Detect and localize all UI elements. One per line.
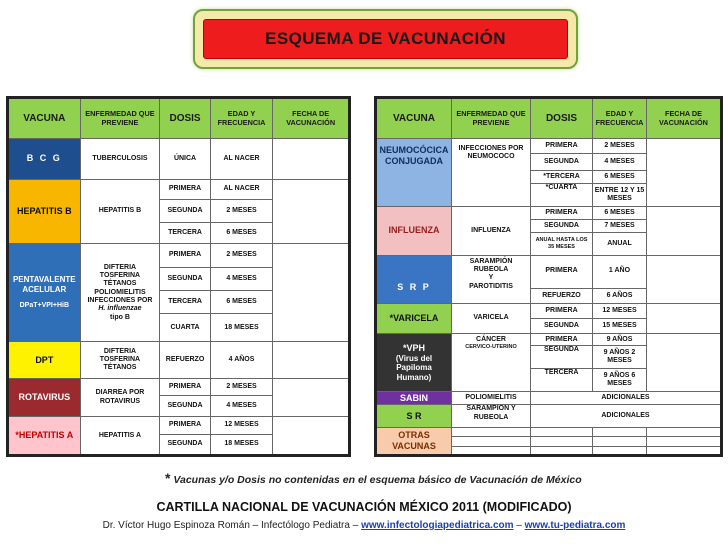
vaccine-name: *VPH — [402, 342, 425, 353]
disease-line: DIFTERIA — [103, 347, 137, 355]
age-cell: 2 MESES — [210, 199, 273, 222]
credit-separator: – — [516, 520, 522, 531]
dose-cell: TERCERA — [160, 290, 210, 313]
header-row — [376, 98, 722, 139]
disease-cell[interactable] — [452, 428, 531, 437]
age-cell[interactable] — [593, 437, 647, 446]
dose-cell: *CUARTA — [531, 184, 593, 207]
dose-cell: PRIMERA — [531, 255, 593, 288]
age-cell: 6 MESES — [593, 171, 647, 184]
link-tu-pediatra[interactable]: www.tu-pediatra.com — [524, 520, 626, 531]
dose-cell: PRIMERA — [531, 207, 593, 219]
disease-cell: VARICELA — [452, 304, 531, 334]
header-row — [8, 98, 350, 139]
title-banner — [193, 9, 578, 69]
table-row — [8, 139, 350, 180]
age-cell: ANUAL — [593, 232, 647, 255]
dose-cell: ADICIONALES — [531, 405, 722, 428]
table-row — [8, 179, 350, 199]
header-vacuna: VACUNA — [376, 98, 452, 139]
dose-cell: ANUAL HASTA LOS 35 MESES — [531, 232, 593, 255]
vaccine-dpt: DPT — [8, 342, 81, 378]
header-fecha: FECHA DE VACUNACIÓN — [273, 98, 350, 139]
dose-cell: PRIMERA — [531, 334, 593, 346]
disease-cell: POLIOMIELITIS — [452, 391, 531, 404]
dose-cell: *TERCERA — [531, 171, 593, 184]
vaccine-varicela: *VARICELA — [376, 304, 452, 334]
age-cell: 4 MESES — [210, 396, 273, 417]
table-row — [8, 378, 350, 395]
date-cell[interactable] — [273, 378, 350, 416]
dose-cell: PRIMERA — [531, 304, 593, 318]
age-cell: 4 AÑOS — [210, 342, 273, 378]
vaccine-neumococica: NEUMOCÓCICA CONJUGADA — [376, 139, 452, 207]
disease-cell: SARAMPIÓN Y RUBEOLA — [452, 405, 531, 428]
header-enfermedad: ENFERMEDAD QUE PREVIENE — [80, 98, 160, 139]
table-row — [8, 417, 350, 434]
dose-cell[interactable] — [531, 428, 593, 437]
disease-cell[interactable] — [452, 437, 531, 446]
date-cell[interactable] — [647, 437, 722, 446]
date-cell[interactable] — [647, 446, 722, 455]
dose-cell: PRIMERA — [160, 244, 210, 267]
disease-line: SARAMPIÓN — [469, 257, 513, 265]
vaccine-name: PENTAVALENTE ACELULAR — [12, 275, 76, 294]
dose-cell[interactable] — [531, 446, 593, 455]
vaccine-subname: DPaT+VPI+HiB — [19, 302, 70, 310]
table-row — [376, 391, 722, 404]
date-cell[interactable] — [647, 139, 722, 207]
vaccine-sabin: SABIN — [376, 391, 452, 404]
footnote-text: Vacunas y/o Dosis no contenidas en el esquema básico de Vacunación de México — [173, 474, 582, 486]
age-cell: 15 MESES — [593, 318, 647, 333]
dose-cell: PRIMERA — [160, 417, 210, 434]
dose-cell: SEGUNDA — [531, 219, 593, 232]
dose-cell: SEGUNDA — [531, 154, 593, 171]
disease-line: PAROTIDITIS — [469, 282, 513, 290]
dose-cell: SEGUNDA — [160, 434, 210, 455]
age-cell: 6 MESES — [593, 207, 647, 219]
vaccine-table-right — [374, 96, 723, 457]
vaccine-influenza: INFLUENZA — [376, 207, 452, 256]
disease-cell: DIARREA POR ROTAVIRUS — [80, 378, 160, 416]
dose-cell: PRIMERA — [160, 378, 210, 395]
disease-cell — [452, 334, 531, 392]
dose-cell: ÚNICA — [160, 139, 210, 180]
disease-line: TÉTANOS — [103, 364, 137, 372]
credit-author: Dr. Víctor Hugo Espinoza Román – Infectólogo Pediatra – — [102, 520, 359, 531]
dose-cell: REFUERZO — [531, 288, 593, 303]
disease-line: Y — [488, 274, 494, 282]
dose-cell[interactable] — [531, 437, 593, 446]
header-vacuna: VACUNA — [8, 98, 81, 139]
dose-cell: SEGUNDA — [160, 396, 210, 417]
date-cell[interactable] — [647, 334, 722, 392]
vaccine-otras: OTRAS VACUNAS — [376, 428, 452, 456]
disease-cell — [80, 342, 160, 378]
disease-line: TOSFERINA — [99, 271, 141, 279]
header-fecha: FECHA DE VACUNACIÓN — [647, 98, 722, 139]
age-cell: 2 MESES — [210, 378, 273, 395]
date-cell[interactable] — [273, 179, 350, 244]
footnote-star: * — [165, 470, 171, 486]
disease-line: RUBEOLA — [473, 266, 509, 274]
disease-line: POLIOMIELITIS — [94, 288, 146, 296]
table-row — [376, 207, 722, 219]
disease-line: TÉTANOS — [103, 280, 137, 288]
vaccine-vph — [376, 334, 452, 392]
vaccine-table-left — [6, 96, 351, 457]
disease-cell: INFLUENZA — [452, 207, 531, 256]
link-infectologiapediatrica[interactable]: www.infectologiapediatrica.com — [361, 520, 514, 531]
disease-line: TOSFERINA — [99, 356, 141, 364]
date-cell[interactable] — [273, 417, 350, 456]
age-cell: 12 MESES — [210, 417, 273, 434]
age-cell: 12 MESES — [593, 304, 647, 318]
credit-line — [0, 520, 728, 531]
dose-cell: TERCERA — [160, 223, 210, 244]
age-cell: 7 MESES — [593, 219, 647, 232]
date-cell[interactable] — [273, 342, 350, 378]
table-row — [8, 342, 350, 378]
date-cell[interactable] — [273, 139, 350, 180]
disease-cell — [80, 244, 160, 342]
dose-cell: CUARTA — [160, 314, 210, 342]
dose-cell: SEGUNDA — [160, 267, 210, 290]
age-cell: 6 AÑOS — [593, 288, 647, 303]
age-cell: 9 AÑOS — [593, 334, 647, 346]
table-row — [8, 244, 350, 267]
footnote — [165, 470, 582, 486]
dose-cell: REFUERZO — [160, 342, 210, 378]
age-cell: AL NACER — [210, 139, 273, 180]
disease-line: INFECCIONES POR — [87, 297, 153, 305]
age-cell[interactable] — [593, 428, 647, 437]
header-enfermedad: ENFERMEDAD QUE PREVIENE — [452, 98, 531, 139]
vaccine-sr: S R — [376, 405, 452, 428]
disease-line: H. influenzae — [98, 305, 142, 313]
vaccine-pentavalente — [8, 244, 81, 342]
age-cell: 2 MESES — [210, 244, 273, 267]
disease-cell: TUBERCULOSIS — [80, 139, 160, 180]
table-row — [376, 405, 722, 428]
dose-cell: ADICIONALES — [531, 391, 722, 404]
dose-cell: TERCERA — [531, 369, 593, 392]
age-cell: 9 AÑOS 2 MESES — [593, 346, 647, 369]
disease-cell: INFECCIONES POR NEUMOCOCO — [452, 139, 531, 207]
table-row — [376, 304, 722, 318]
date-cell[interactable] — [647, 304, 722, 334]
vaccine-bcg: B C G — [8, 139, 81, 180]
table-row — [376, 139, 722, 154]
header-dosis: DOSIS — [531, 98, 593, 139]
age-cell: ENTRE 12 Y 15 MESES — [593, 184, 647, 207]
age-cell: 2 MESES — [593, 139, 647, 154]
disease-cell — [452, 255, 531, 304]
age-cell[interactable] — [593, 446, 647, 455]
vaccine-subname: (Virus del Papiloma Humano) — [395, 353, 433, 382]
date-cell[interactable] — [647, 255, 722, 304]
disease-line: tipo B — [110, 313, 130, 321]
vaccine-hepatitis-a: *HEPATITIS A — [8, 417, 81, 456]
disease-line: CERVICO-UTERINO — [465, 344, 517, 351]
age-cell: 6 MESES — [210, 223, 273, 244]
disease-line: CÁNCER — [476, 336, 506, 344]
age-cell: 9 AÑOS 6 MESES — [593, 369, 647, 392]
page-title: ESQUEMA DE VACUNACIÓN — [203, 19, 568, 59]
age-cell: 18 MESES — [210, 434, 273, 455]
table-row — [376, 428, 722, 437]
date-cell[interactable] — [647, 207, 722, 256]
age-cell: 6 MESES — [210, 290, 273, 313]
date-cell[interactable] — [647, 428, 722, 437]
header-dosis: DOSIS — [160, 98, 210, 139]
table-row — [376, 334, 722, 346]
disease-cell: HEPATITIS A — [80, 417, 160, 456]
header-edad: EDAD Y FRECUENCIA — [210, 98, 273, 139]
age-cell: 4 MESES — [593, 154, 647, 171]
header-edad: EDAD Y FRECUENCIA — [593, 98, 647, 139]
disease-line: DIFTERIA — [103, 263, 137, 271]
dose-cell: PRIMERA — [531, 139, 593, 154]
vaccine-rotavirus: ROTAVIRUS — [8, 378, 81, 416]
dose-cell: SEGUNDA — [160, 199, 210, 222]
age-cell: AL NACER — [210, 179, 273, 199]
table-row — [376, 255, 722, 288]
date-cell[interactable] — [273, 244, 350, 342]
age-cell: 1 AÑO — [593, 255, 647, 288]
age-cell: 18 MESES — [210, 314, 273, 342]
dose-cell: PRIMERA — [160, 179, 210, 199]
disease-cell[interactable] — [452, 446, 531, 455]
age-cell: 4 MESES — [210, 267, 273, 290]
dose-cell: SEGUNDA — [531, 318, 593, 333]
cartilla-title: CARTILLA NACIONAL DE VACUNACIÓN MÉXICO 2011 (MODIFICADO) — [156, 500, 572, 514]
disease-cell: HEPATITIS B — [80, 179, 160, 244]
vaccine-hepatitis-b: HEPATITIS B — [8, 179, 81, 244]
dose-cell: SEGUNDA — [531, 346, 593, 369]
vaccine-srp: S R P — [376, 255, 452, 304]
